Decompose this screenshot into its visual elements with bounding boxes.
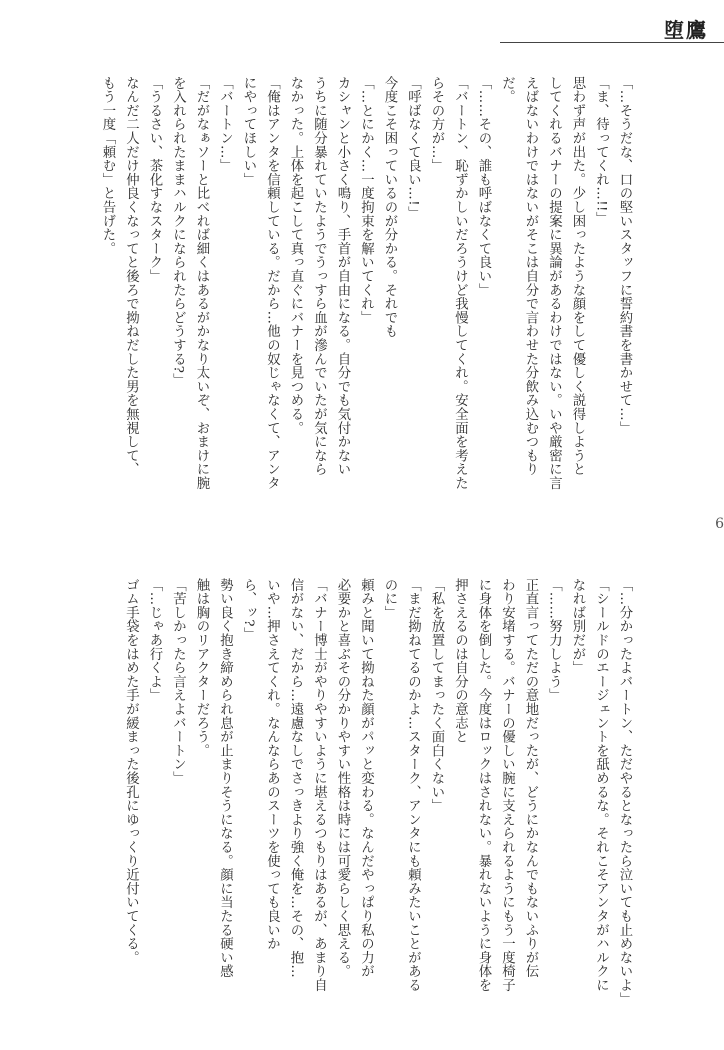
text-line: らその方が…」: [429, 76, 444, 173]
text-line: 「苦しかったら言えよバートン」: [170, 578, 186, 785]
text-line: 「呼ばなくて良い…!」: [405, 76, 421, 220]
text-line: 必要かと喜ぶその分かりやすい性格は時には可愛らしく思える。: [335, 578, 350, 979]
text-line: 正直言ってただの意地だったが、どうにかなんでもないふりが伝: [523, 578, 538, 979]
text-line: 「うるさい、茶化すなスターク」: [147, 76, 162, 283]
text-line: 「…とにかく…一度拘束を解いてくれ」: [358, 76, 374, 325]
page-number: 6: [715, 516, 724, 532]
text-line: 「俺はアンタを信頼している。だから…他の奴じゃなくて、アンタ: [264, 76, 280, 490]
text-line: わり安堵する。バナーの優しい腕に支えられるようにもう一度椅子: [499, 578, 515, 992]
text-line: もう一度「頼む」と告げた。: [100, 76, 115, 256]
text-line: 今度こそ困っているのが分かる。それでも: [382, 76, 397, 339]
text-line: 頼みと聞いて拗ねた顔がパッと変わる。なんだやっぱり私の力が: [358, 578, 374, 979]
header-rule: [500, 42, 724, 43]
text-line: 「ま、待ってくれ…!!」: [593, 76, 609, 226]
text-line: 「バナー博士がやりやすいように堪えるつもりはあるが、あまり自: [311, 578, 327, 992]
text-line: 「…じゃあ行くよ」: [147, 578, 162, 703]
text-line: うちに随分暴れていたようでうっすら血が滲んでいたが気になら: [311, 76, 327, 477]
text-line: なれば別だが」: [570, 578, 585, 675]
text-line: 「まだ拗ねてるのかよ…スターク、アンタにも頼みたいことがある: [405, 578, 421, 992]
text-line: 「だがなぁソーと比べれば細くはあるがかなり太いぞ、おまけに腕: [194, 76, 209, 490]
text-line: えばないわけではないがそこは自分で言わせた分飲み込むつもり: [523, 76, 538, 477]
text-line: にやってほしい」: [241, 76, 256, 187]
text-line: 「……努力しよう」: [546, 578, 562, 703]
text-line: ら、ッ?」: [241, 578, 256, 641]
text-line: だ。: [499, 76, 515, 104]
lower-text-column: [76, 578, 636, 1022]
page-header-title: 堕鷹: [664, 18, 708, 42]
text-line: 触は胸のリアクターだろう。: [194, 578, 209, 758]
text-line: 「私を放置してまったく面白くない」: [429, 578, 444, 813]
text-line: 思わず声が出た。少し困ったような顔をして優しく説得しようと: [570, 76, 585, 477]
text-line: 「シールドのエージェントを舐めるな。それこそアンタがハルクに: [593, 578, 609, 992]
text-line: のに」: [382, 578, 397, 620]
text-line: を入れられたままハルクになられたらどうする?」: [170, 76, 186, 388]
text-line: カシャンと小さく鳴り、手首が自由になる。自分でも気付かない: [335, 76, 350, 477]
text-line: に身体を倒した。今度はロックはされない。暴れないように身体を: [476, 578, 491, 992]
text-line: ゴム手袋をはめた手が緩まった後孔にゆっくり近付いてくる。: [123, 578, 139, 965]
text-line: 信がない、だから…遠慮なしでさっきより強く俺を…その、抱…: [288, 578, 303, 979]
upper-text-column: [76, 76, 636, 546]
text-line: いや…押さえてくれ。なんならあのスーツを使っても良いか: [264, 578, 280, 951]
text-line: なんだ二人だけ仲良くなってと後ろで拗ねだした男を無視して、: [123, 76, 139, 477]
text-line: してくれるバナーの提案に異論があるわけではない。いや厳密に言: [546, 76, 562, 490]
text-line: 「……その、誰も呼ばなくて良い」: [476, 76, 491, 297]
text-line: 押さえるのは自分の意志と: [452, 578, 468, 744]
text-line: 「バートン、恥ずかしいだろうけど我慢してくれ。安全面を考えた: [452, 76, 468, 490]
text-line: 勢い良く抱き締められ息が止まりそうになる。顔に当たる硬い感: [217, 578, 233, 979]
text-line: 「バートン…」: [217, 76, 233, 173]
text-line: 「…そうだな、口の堅いスタッフに誓約書を書かせて…」: [617, 76, 632, 435]
text-line: なかった。上体を起こして真っ直ぐにバナーを見つめる。: [288, 76, 303, 435]
text-line: 「…分かったよバートン、ただやるとなったら泣いても止めないよ」: [617, 578, 632, 1006]
